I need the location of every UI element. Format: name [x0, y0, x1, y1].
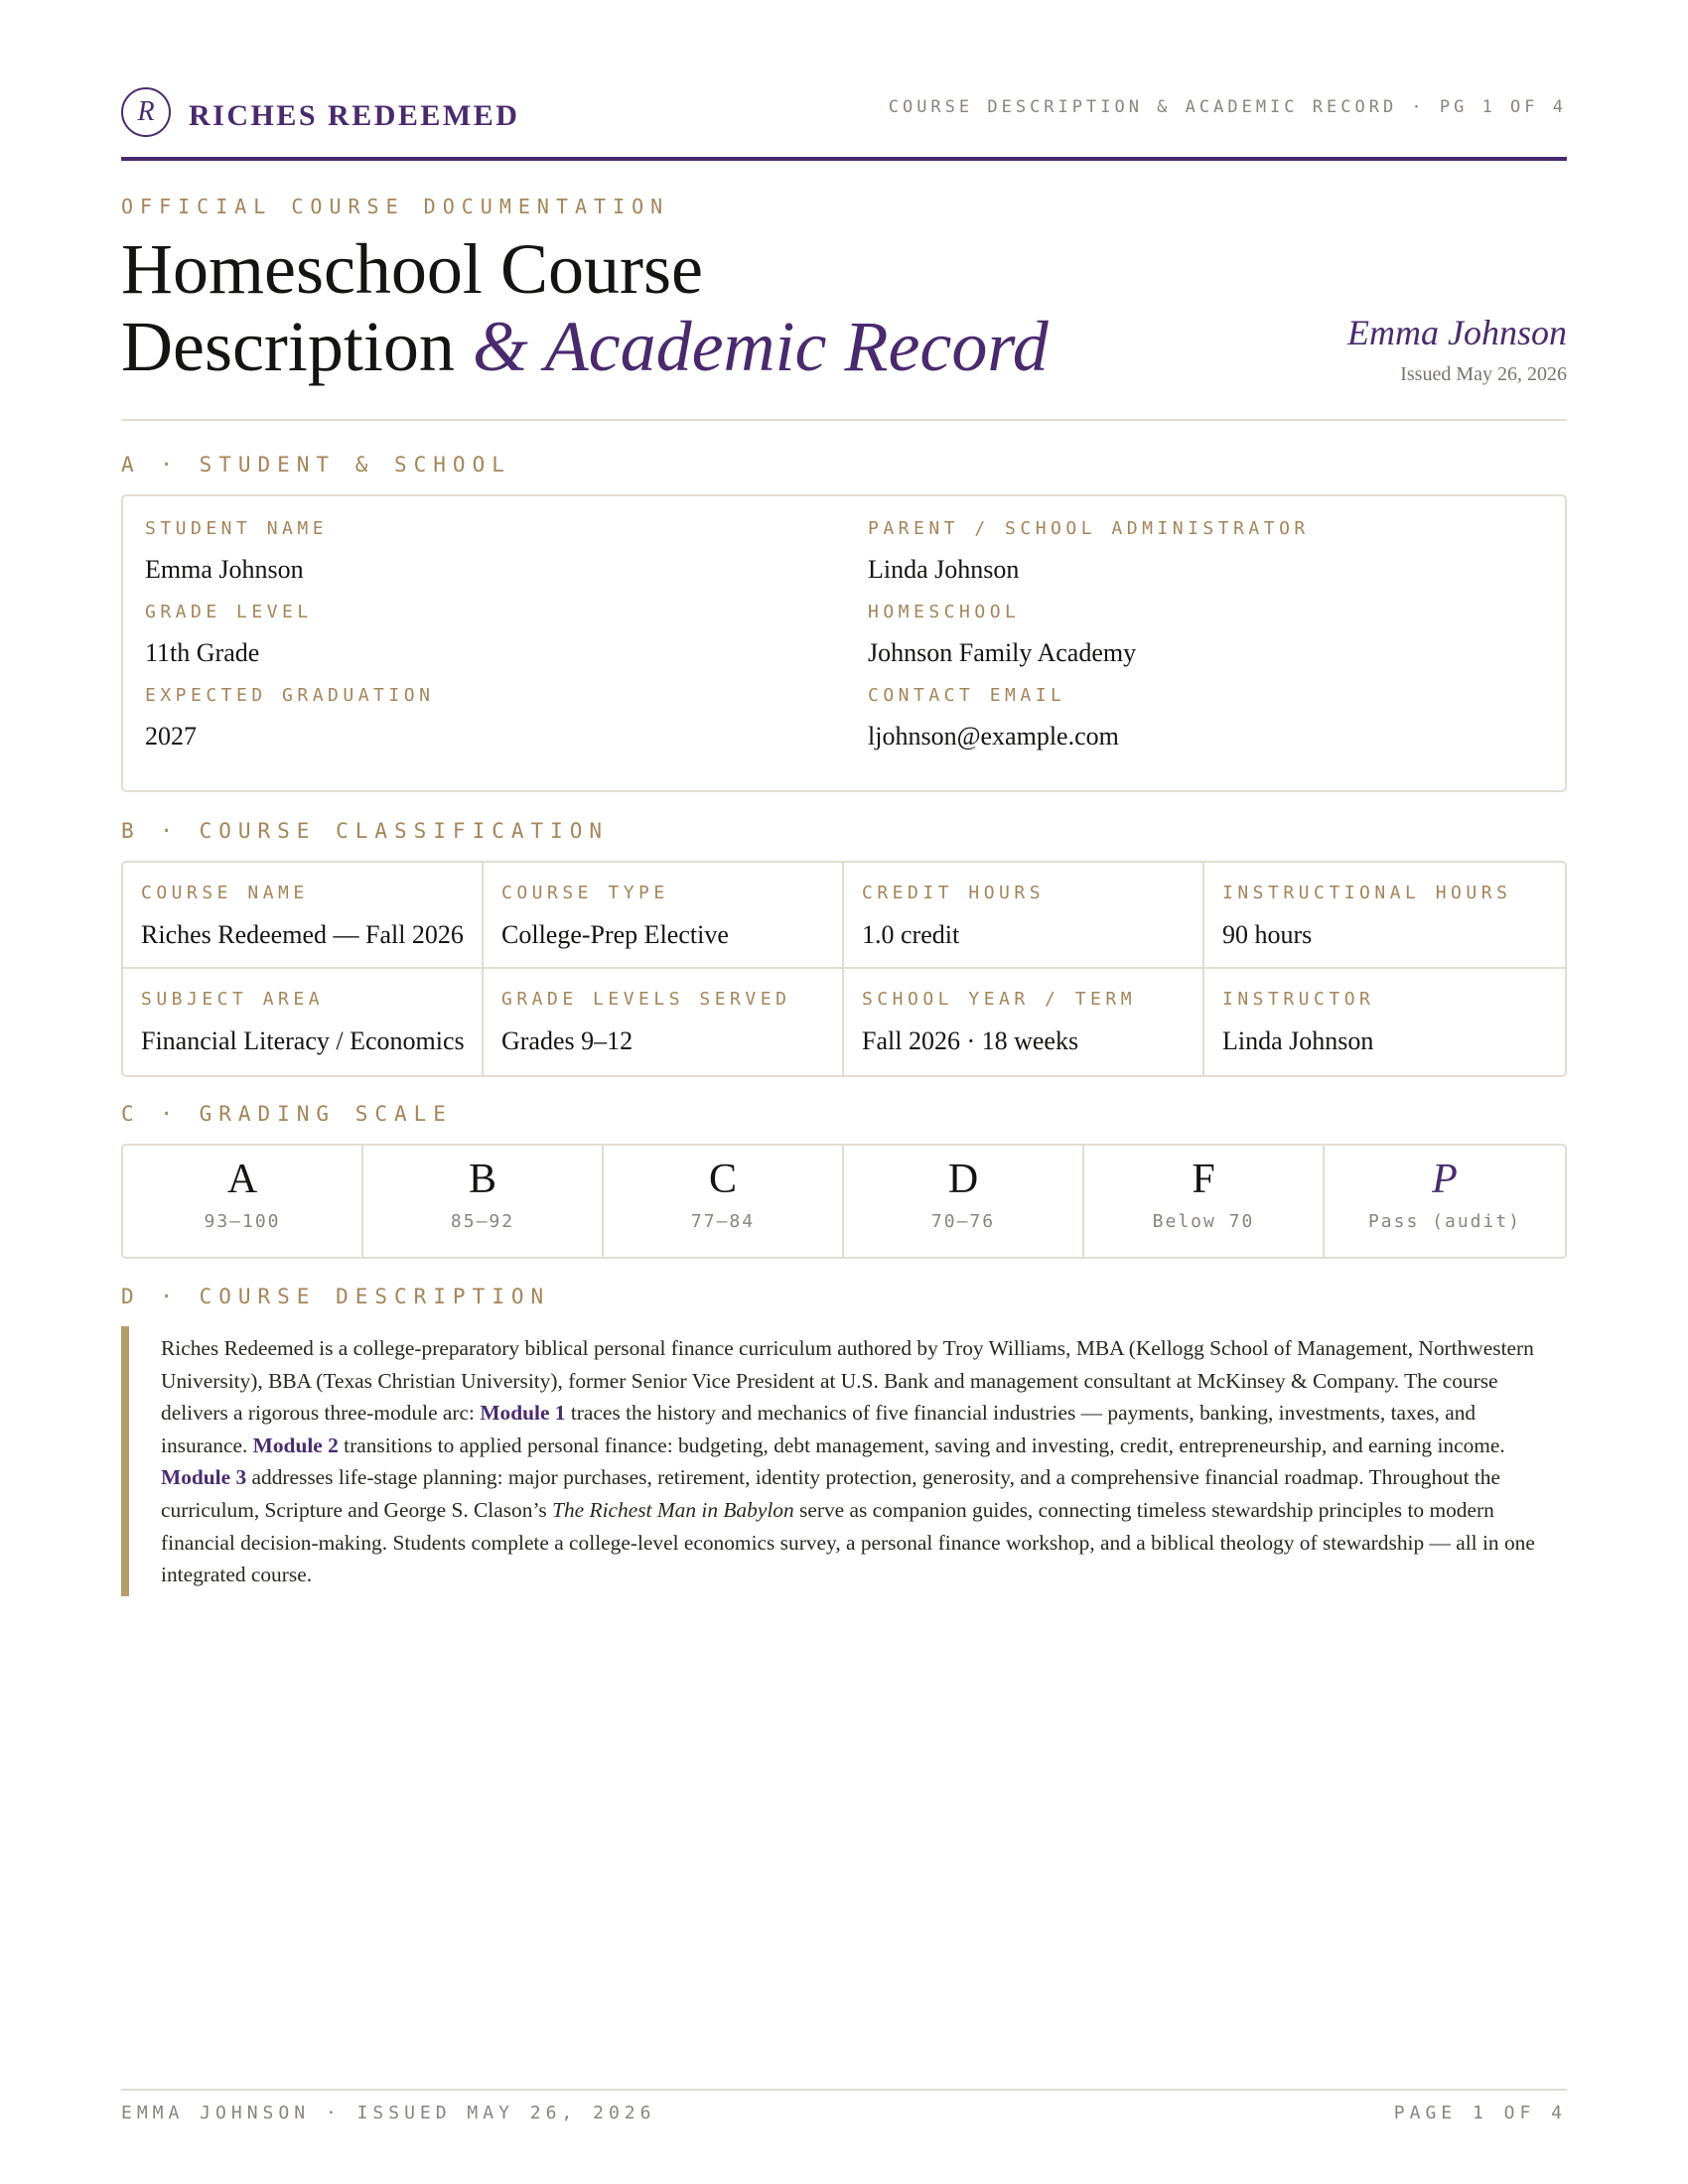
- cell-label: SCHOOL YEAR / TERM: [862, 989, 1137, 1010]
- cell-course-name: [123, 863, 484, 969]
- cell-subject-area: [123, 969, 484, 1075]
- section-c-label: C · GRADING SCALE: [121, 1102, 453, 1126]
- description-paragraph: [129, 1326, 1567, 1591]
- cell-credit-hours: [844, 863, 1204, 969]
- cell-grade-levels: [484, 969, 844, 1075]
- brand-logo-icon: R: [121, 87, 171, 137]
- field-label: PARENT / SCHOOL ADMINISTRATOR: [868, 518, 1310, 539]
- footer-page-number: PAGE 1 OF 4: [1393, 2103, 1567, 2123]
- student-name-signature: Emma Johnson: [1347, 313, 1567, 352]
- grade-range: 85–92: [450, 1211, 515, 1232]
- cell-value: 1.0 credit: [862, 920, 960, 949]
- grade-f: [1084, 1146, 1325, 1257]
- divider: [121, 419, 1567, 421]
- description-text: addresses life-stage planning: major purchases, retirement, identity protection, generosity, and a comprehensive financial roadmap. Throughout the curriculum, Scripture and George S. Clason’s: [161, 1465, 1501, 1522]
- section-a-label: A · STUDENT & SCHOOL: [121, 453, 511, 477]
- cell-value: College-Prep Elective: [501, 920, 729, 949]
- field-parent-admin: [868, 518, 1310, 585]
- cell-value: Fall 2026 · 18 weeks: [862, 1026, 1079, 1055]
- header-meta: COURSE DESCRIPTION & ACADEMIC RECORD · PG 1 OF 4: [888, 97, 1567, 117]
- grading-scale: [121, 1144, 1567, 1259]
- field-label: GRADE LEVEL: [145, 602, 313, 622]
- student-school-box: [121, 494, 1567, 792]
- cell-value: Linda Johnson: [1222, 1026, 1374, 1055]
- grade-range: Pass (audit): [1367, 1211, 1522, 1232]
- cell-label: CREDIT HOURS: [862, 883, 1046, 903]
- field-homeschool: [868, 602, 1136, 668]
- module-3-label: Module 3: [161, 1465, 247, 1490]
- footer-divider: [121, 2089, 1567, 2091]
- grade-c: [604, 1146, 844, 1257]
- grade-letter: B: [468, 1157, 496, 1202]
- issued-date: Issued May 26, 2026: [1400, 363, 1567, 385]
- cell-label: COURSE NAME: [141, 883, 309, 903]
- field-student-name: [145, 518, 328, 585]
- grade-a: [123, 1146, 363, 1257]
- grade-letter: F: [1192, 1157, 1215, 1202]
- grade-range: 70–76: [930, 1211, 996, 1232]
- description-text: traces the history and mechanics of five financial industries — payments, banking, investments, taxes, and insurance.: [161, 1401, 1477, 1457]
- description-text: transitions to applied personal finance: budgeting, debt management, saving and investing, credit, entrepreneurship, and earning income.: [338, 1433, 1505, 1457]
- doc-title: [121, 230, 1049, 385]
- cell-label: COURSE TYPE: [501, 883, 669, 903]
- cell-value: Financial Literacy / Economics: [141, 1026, 465, 1055]
- field-label: EXPECTED GRADUATION: [145, 685, 435, 706]
- grade-letter: D: [947, 1157, 979, 1202]
- page-header: [121, 85, 1567, 161]
- description-text: Riches Redeemed is a college-preparatory biblical personal finance curriculum authored by Troy Williams, MBA (Kellogg School of Management, Northwestern University), BBA (Texas Christian University), former Senior Vice President at U.S. Bank and management consultant at McKinsey & Company. The course delivers a rigorous three-module arc:: [161, 1336, 1534, 1426]
- title-accent: & Academic Record: [472, 307, 1049, 386]
- grade-pass: [1325, 1146, 1565, 1257]
- section-d-label: D · COURSE DESCRIPTION: [121, 1285, 551, 1308]
- field-grade-level: [145, 602, 313, 668]
- field-value: ljohnson@example.com: [868, 722, 1119, 751]
- cell-label: GRADE LEVELS SERVED: [501, 989, 791, 1010]
- title-line-1: Homeschool Course: [121, 229, 703, 309]
- field-value: Emma Johnson: [145, 555, 304, 584]
- grade-b: [363, 1146, 604, 1257]
- field-expected-graduation: [145, 685, 434, 751]
- doc-kicker: OFFICIAL COURSE DOCUMENTATION: [121, 195, 670, 218]
- cell-instructor: [1204, 969, 1565, 1075]
- field-value: 11th Grade: [145, 638, 260, 667]
- cell-label: INSTRUCTIONAL HOURS: [1222, 883, 1512, 903]
- cell-value: Grades 9–12: [501, 1026, 633, 1055]
- section-b-label: B · COURSE CLASSIFICATION: [121, 819, 610, 843]
- field-value: 2027: [145, 722, 197, 751]
- module-1-label: Module 1: [480, 1401, 566, 1426]
- cell-instructional-hours: [1204, 863, 1565, 969]
- book-title: The Richest Man in Babylon: [552, 1497, 794, 1522]
- field-label: CONTACT EMAIL: [868, 685, 1066, 706]
- brand-name: RICHES REDEEMED: [189, 99, 520, 132]
- cell-value: 90 hours: [1222, 920, 1313, 949]
- grade-range: 93–100: [204, 1211, 281, 1232]
- cell-course-type: [484, 863, 844, 969]
- grade-letter: P: [1432, 1157, 1458, 1202]
- field-value: Johnson Family Academy: [868, 638, 1137, 667]
- grade-letter: A: [226, 1157, 258, 1202]
- description-text: serve as companion guides, connecting timeless stewardship principles to modern financial decision-making. Students complete a college-level economics survey, a personal finance workshop, and a biblical theology of stewardship — all in one integrated course.: [161, 1497, 1535, 1587]
- course-description: [121, 1326, 1567, 1596]
- field-label: STUDENT NAME: [145, 518, 329, 539]
- module-2-label: Module 2: [252, 1433, 339, 1457]
- course-classification-grid: [121, 861, 1567, 1077]
- cell-label: SUBJECT AREA: [141, 989, 325, 1010]
- field-label: HOMESCHOOL: [868, 602, 1021, 622]
- grade-d: [844, 1146, 1084, 1257]
- grade-range: 77–84: [690, 1211, 756, 1232]
- field-contact-email: [868, 685, 1119, 751]
- cell-value: Riches Redeemed — Fall 2026: [141, 920, 464, 949]
- cell-label: INSTRUCTOR: [1222, 989, 1375, 1010]
- title-line-2: Description: [121, 307, 455, 386]
- grade-letter: C: [708, 1157, 737, 1202]
- field-value: Linda Johnson: [868, 555, 1020, 584]
- grade-range: Below 70: [1152, 1211, 1255, 1232]
- cell-school-year: [844, 969, 1204, 1075]
- footer-left: EMMA JOHNSON · ISSUED MAY 26, 2026: [121, 2103, 656, 2123]
